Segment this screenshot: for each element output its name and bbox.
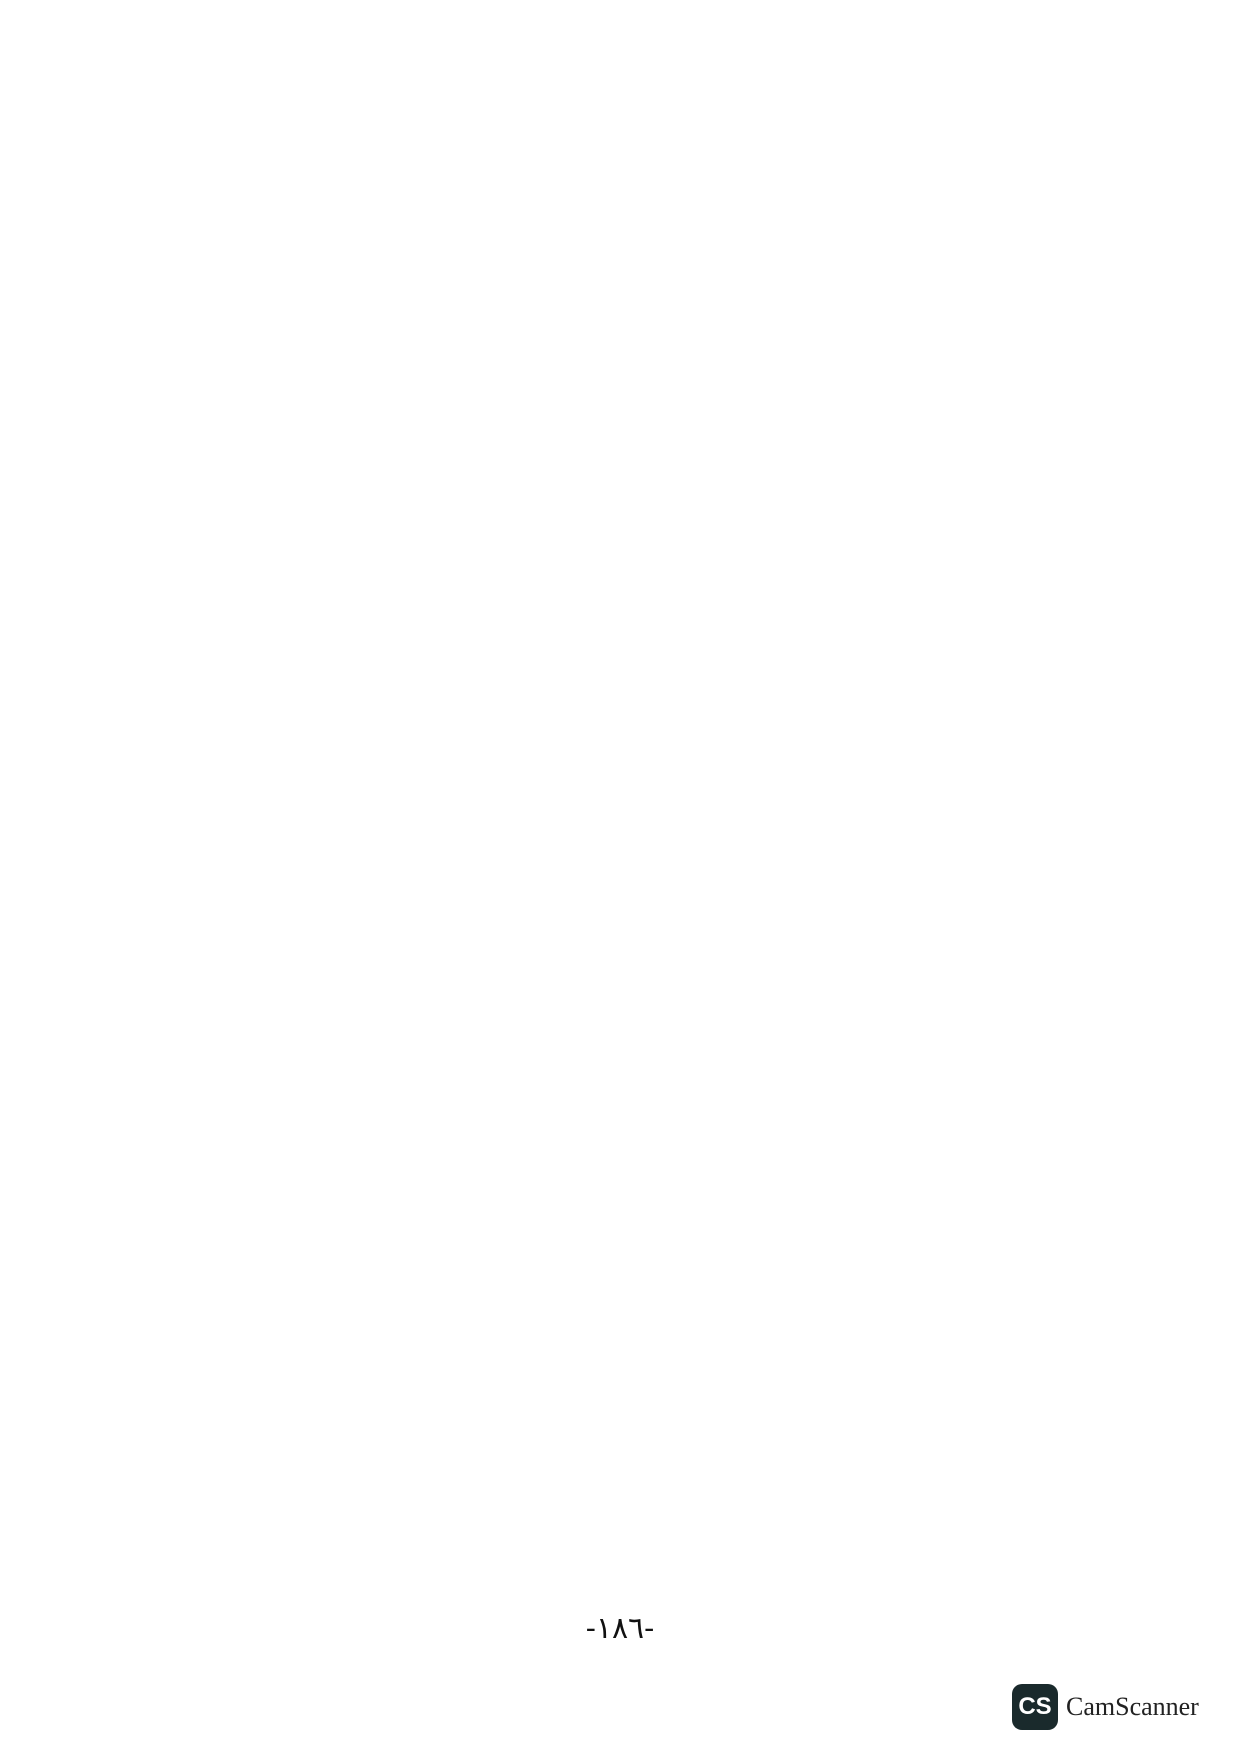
camscanner-watermark xyxy=(1012,1684,1222,1736)
page-number: -١٨٦- xyxy=(585,1611,655,1646)
camscanner-label: CamScanner xyxy=(1066,1692,1199,1721)
camscanner-logo-icon: CS xyxy=(1012,1684,1058,1730)
